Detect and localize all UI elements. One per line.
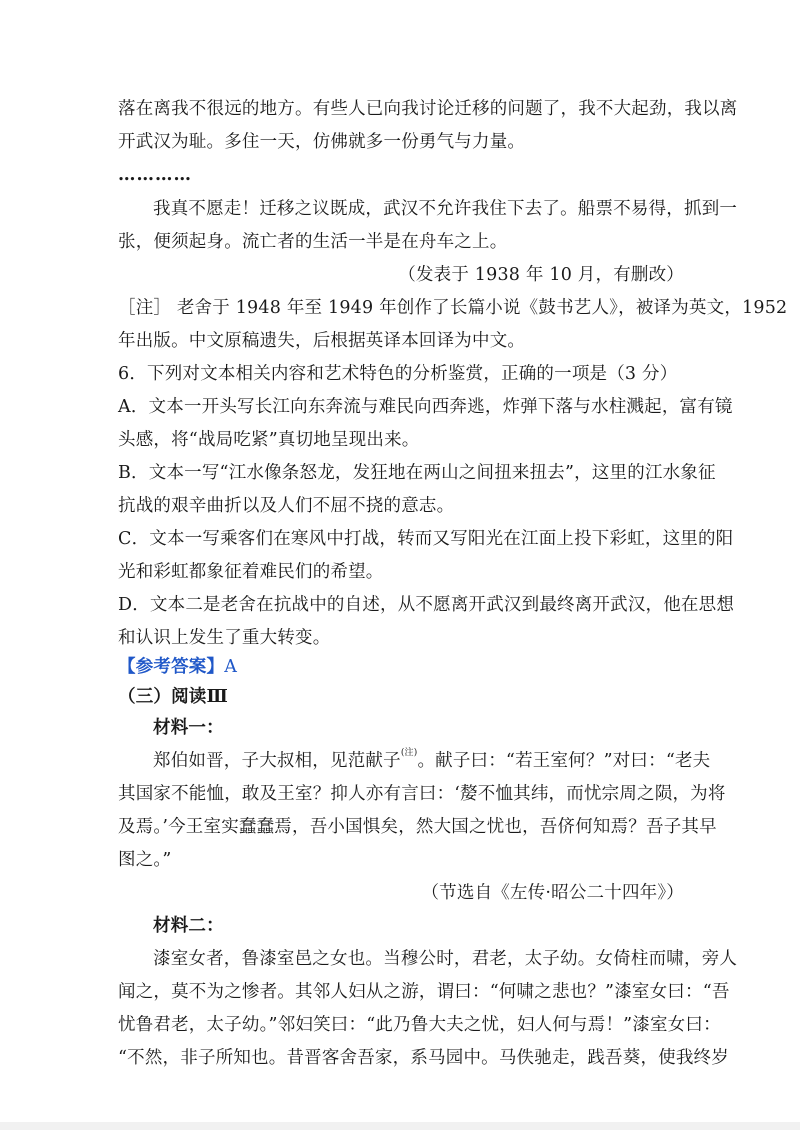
option-c-line-1: C．文本一写乘客们在寒风中打战，转而又写阳光在江面上投下彩虹，这里的阳 (118, 529, 734, 549)
note-line-2: 年出版。中文原稿遗失，后根据英译本回译为中文。 (118, 331, 526, 351)
question-6-stem: 6．下列对文本相关内容和艺术特色的分析鉴赏，正确的一项是（3 分） (118, 364, 678, 384)
footnote-marker: (注) (400, 748, 418, 758)
text1-line-1: 落在离我不很远的地方。有些人已向我讨论迁移的问题了，我不大起劲，我以离 (118, 99, 738, 119)
material-1-line-1 (153, 746, 723, 776)
option-b-line-1: B．文本一写“江水像条怒龙，发狂地在两山之间扭来扭去”，这里的江水象征 (118, 463, 716, 483)
material-1-source: （节选自《左传·昭公二十四年》） (421, 883, 684, 903)
page-bottom-edge (0, 1122, 800, 1130)
option-d-line-2: 和认识上发生了重大转变。 (118, 628, 331, 648)
text1-source: （发表于 1938 年 10 月，有删改） (398, 265, 684, 285)
text1-line-2: 开武汉为耻。多住一天，仿佛就多一份勇气与力量。 (118, 132, 526, 152)
option-a-line-1: A．文本一开头写长江向东奔流与难民向西奔逃，炸弹下落与水柱溅起，富有镜 (118, 397, 733, 417)
option-a-line-2: 头感，将“战局吃紧”真切地呈现出来。 (118, 430, 420, 450)
material-1-line-1-a: 郑伯如晋，子大叔相，见范献子 (153, 751, 401, 771)
answer-label: 【参考答案】 (118, 657, 225, 677)
material-1-line-3: 及焉。’今王室实蠢蠢焉，吾小国惧矣，然大国之忧也，吾侪何知焉？吾子其早 (118, 817, 717, 837)
material-2-line-1: 漆室女者，鲁漆室邑之女也。当穆公时，君老，太子幼。女倚柱而啸，旁人 (153, 949, 738, 969)
material-2-line-3: 忧鲁君老，太子幼。”邻妇笑曰：“此乃鲁大夫之忧，妇人何与焉！”漆室女曰： (118, 1015, 721, 1035)
note-line-1: ［注］ 老舍于 1948 年至 1949 年创作了长篇小说《鼓书艺人》，被译为英文，1952 (118, 298, 788, 318)
option-d-line-1: D．文本二是老舍在抗战中的自述，从不愿离开武汉到最终离开武汉，他在思想 (118, 595, 735, 615)
material-1-line-1-b: 。献子曰：“若王室何？”对曰：“老夫 (417, 751, 711, 771)
material-1-line-2: 其国家不能恤，敢及王室？抑人亦有言曰：‘嫠不恤其纬，而忧宗周之陨，为将 (118, 784, 726, 804)
option-b-line-2: 抗战的艰辛曲折以及人们不屈不挠的意志。 (118, 496, 455, 516)
reference-answer (118, 652, 688, 682)
text1-line-4: 我真不愿走！迁移之议既成，武汉不允许我住下去了。船票不易得，抓到一 (153, 199, 738, 219)
section-heading: （三）阅读Ⅲ (118, 687, 229, 707)
material-1-line-4: 图之。” (118, 850, 172, 870)
material-2-line-4: “不然，非子所知也。昔晋客舍吾家，系马园中。马佚驰走，践吾葵，使我终岁 (118, 1048, 729, 1068)
text1-line-5: 张，便须起身。流亡者的生活一半是在舟车之上。 (118, 232, 508, 252)
material-1-title: 材料一： (153, 718, 224, 738)
option-c-line-2: 光和彩虹都象征着难民们的希望。 (118, 562, 384, 582)
ellipsis-line: ………… (118, 165, 192, 185)
answer-value: A (224, 657, 238, 677)
material-2-line-2: 闻之，莫不为之惨者。其邻人妇从之游，谓曰：“何啸之悲也？”漆室女曰：“吾 (118, 982, 730, 1002)
material-2-title: 材料二： (153, 916, 224, 936)
